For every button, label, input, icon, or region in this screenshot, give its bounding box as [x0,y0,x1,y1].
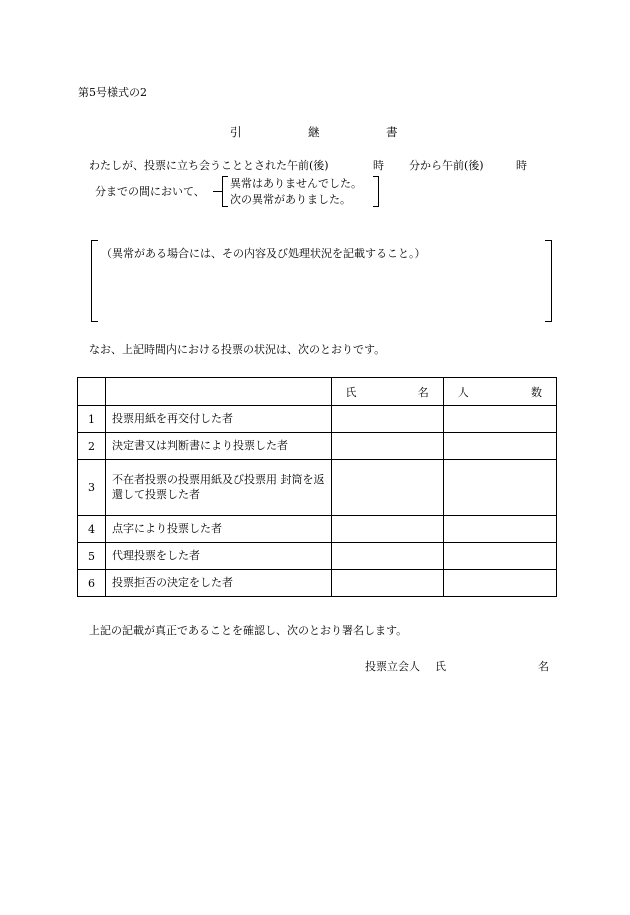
page-title [0,124,630,138]
header-num [78,378,106,406]
form-number: 第5号様式の2 [78,86,147,99]
header-count-char1: 人 [457,385,469,399]
row-description: 決定書又は判断書により投票した者 [106,433,331,460]
row-description: 不在者投票の投票用紙及び投票用 封筒を返還して投票した者 [106,460,331,516]
row-count-cell [443,460,556,516]
row-description: 投票用紙を再交付した者 [106,406,331,433]
signature-role: 投票立会人 [365,660,420,673]
brace-right [373,176,379,207]
row-number: 2 [78,433,106,460]
option-no-abnormality: 異常はありませんでした。 [230,177,362,190]
table-row [78,570,557,597]
status-intro: なお、上記時間内における投票の状況は、次のとおりです。 [89,343,386,356]
intro-line1-d: 時 [516,159,527,172]
header-name-char2: 名 [417,385,429,399]
row-name-cell [331,433,443,460]
row-name-cell [331,570,443,597]
intro-line1-c: 分から午前(後) [409,159,484,172]
brace-left [222,176,228,207]
table-row [78,406,557,433]
row-count-cell [443,516,556,543]
row-description: 代理投票をした者 [106,543,331,570]
row-number: 5 [78,543,106,570]
row-description: 投票拒否の決定をした者 [106,570,331,597]
intro-line2: 分までの間において、 [95,185,205,198]
header-name-char1: 氏 [345,385,357,399]
row-description: 点字により投票した者 [106,516,331,543]
header-count [443,378,556,406]
table-row [78,433,557,460]
confirmation-text: 上記の記載が真正であることを確認し、次のとおり署名します。 [89,624,408,637]
row-number: 4 [78,516,106,543]
status-table [77,377,557,597]
title-char-2: 継 [308,125,320,139]
row-number: 6 [78,570,106,597]
row-count-cell [443,433,556,460]
header-desc [106,378,331,406]
intro-line1-b: 時 [373,159,384,172]
table-row [78,460,557,516]
intro-line1-a: わたしが、投票に立ち会うこととされた午前(後) [89,159,329,172]
remarks-note: （異常がある場合には、その内容及び処理状況を記載すること。） [101,247,426,260]
row-name-cell [331,516,443,543]
row-number: 3 [78,460,106,516]
table-row [78,543,557,570]
row-count-cell [443,543,556,570]
signature-name-char1: 氏 [435,660,446,673]
row-name-cell [331,406,443,433]
table-header-row [78,378,557,406]
row-name-cell [331,543,443,570]
row-name-cell [331,460,443,516]
title-char-1: 引 [230,125,242,139]
row-number: 1 [78,406,106,433]
title-char-3: 書 [386,125,398,139]
remarks-bracket-left [91,240,98,322]
table-row [78,516,557,543]
header-name [331,378,443,406]
option-abnormality: 次の異常がありました。 [230,193,351,206]
row-count-cell [443,570,556,597]
header-count-char2: 数 [531,385,542,399]
row-count-cell [443,406,556,433]
remarks-bracket-right [545,240,552,322]
brace-tick [213,191,222,192]
signature-name-char2: 名 [538,660,549,673]
